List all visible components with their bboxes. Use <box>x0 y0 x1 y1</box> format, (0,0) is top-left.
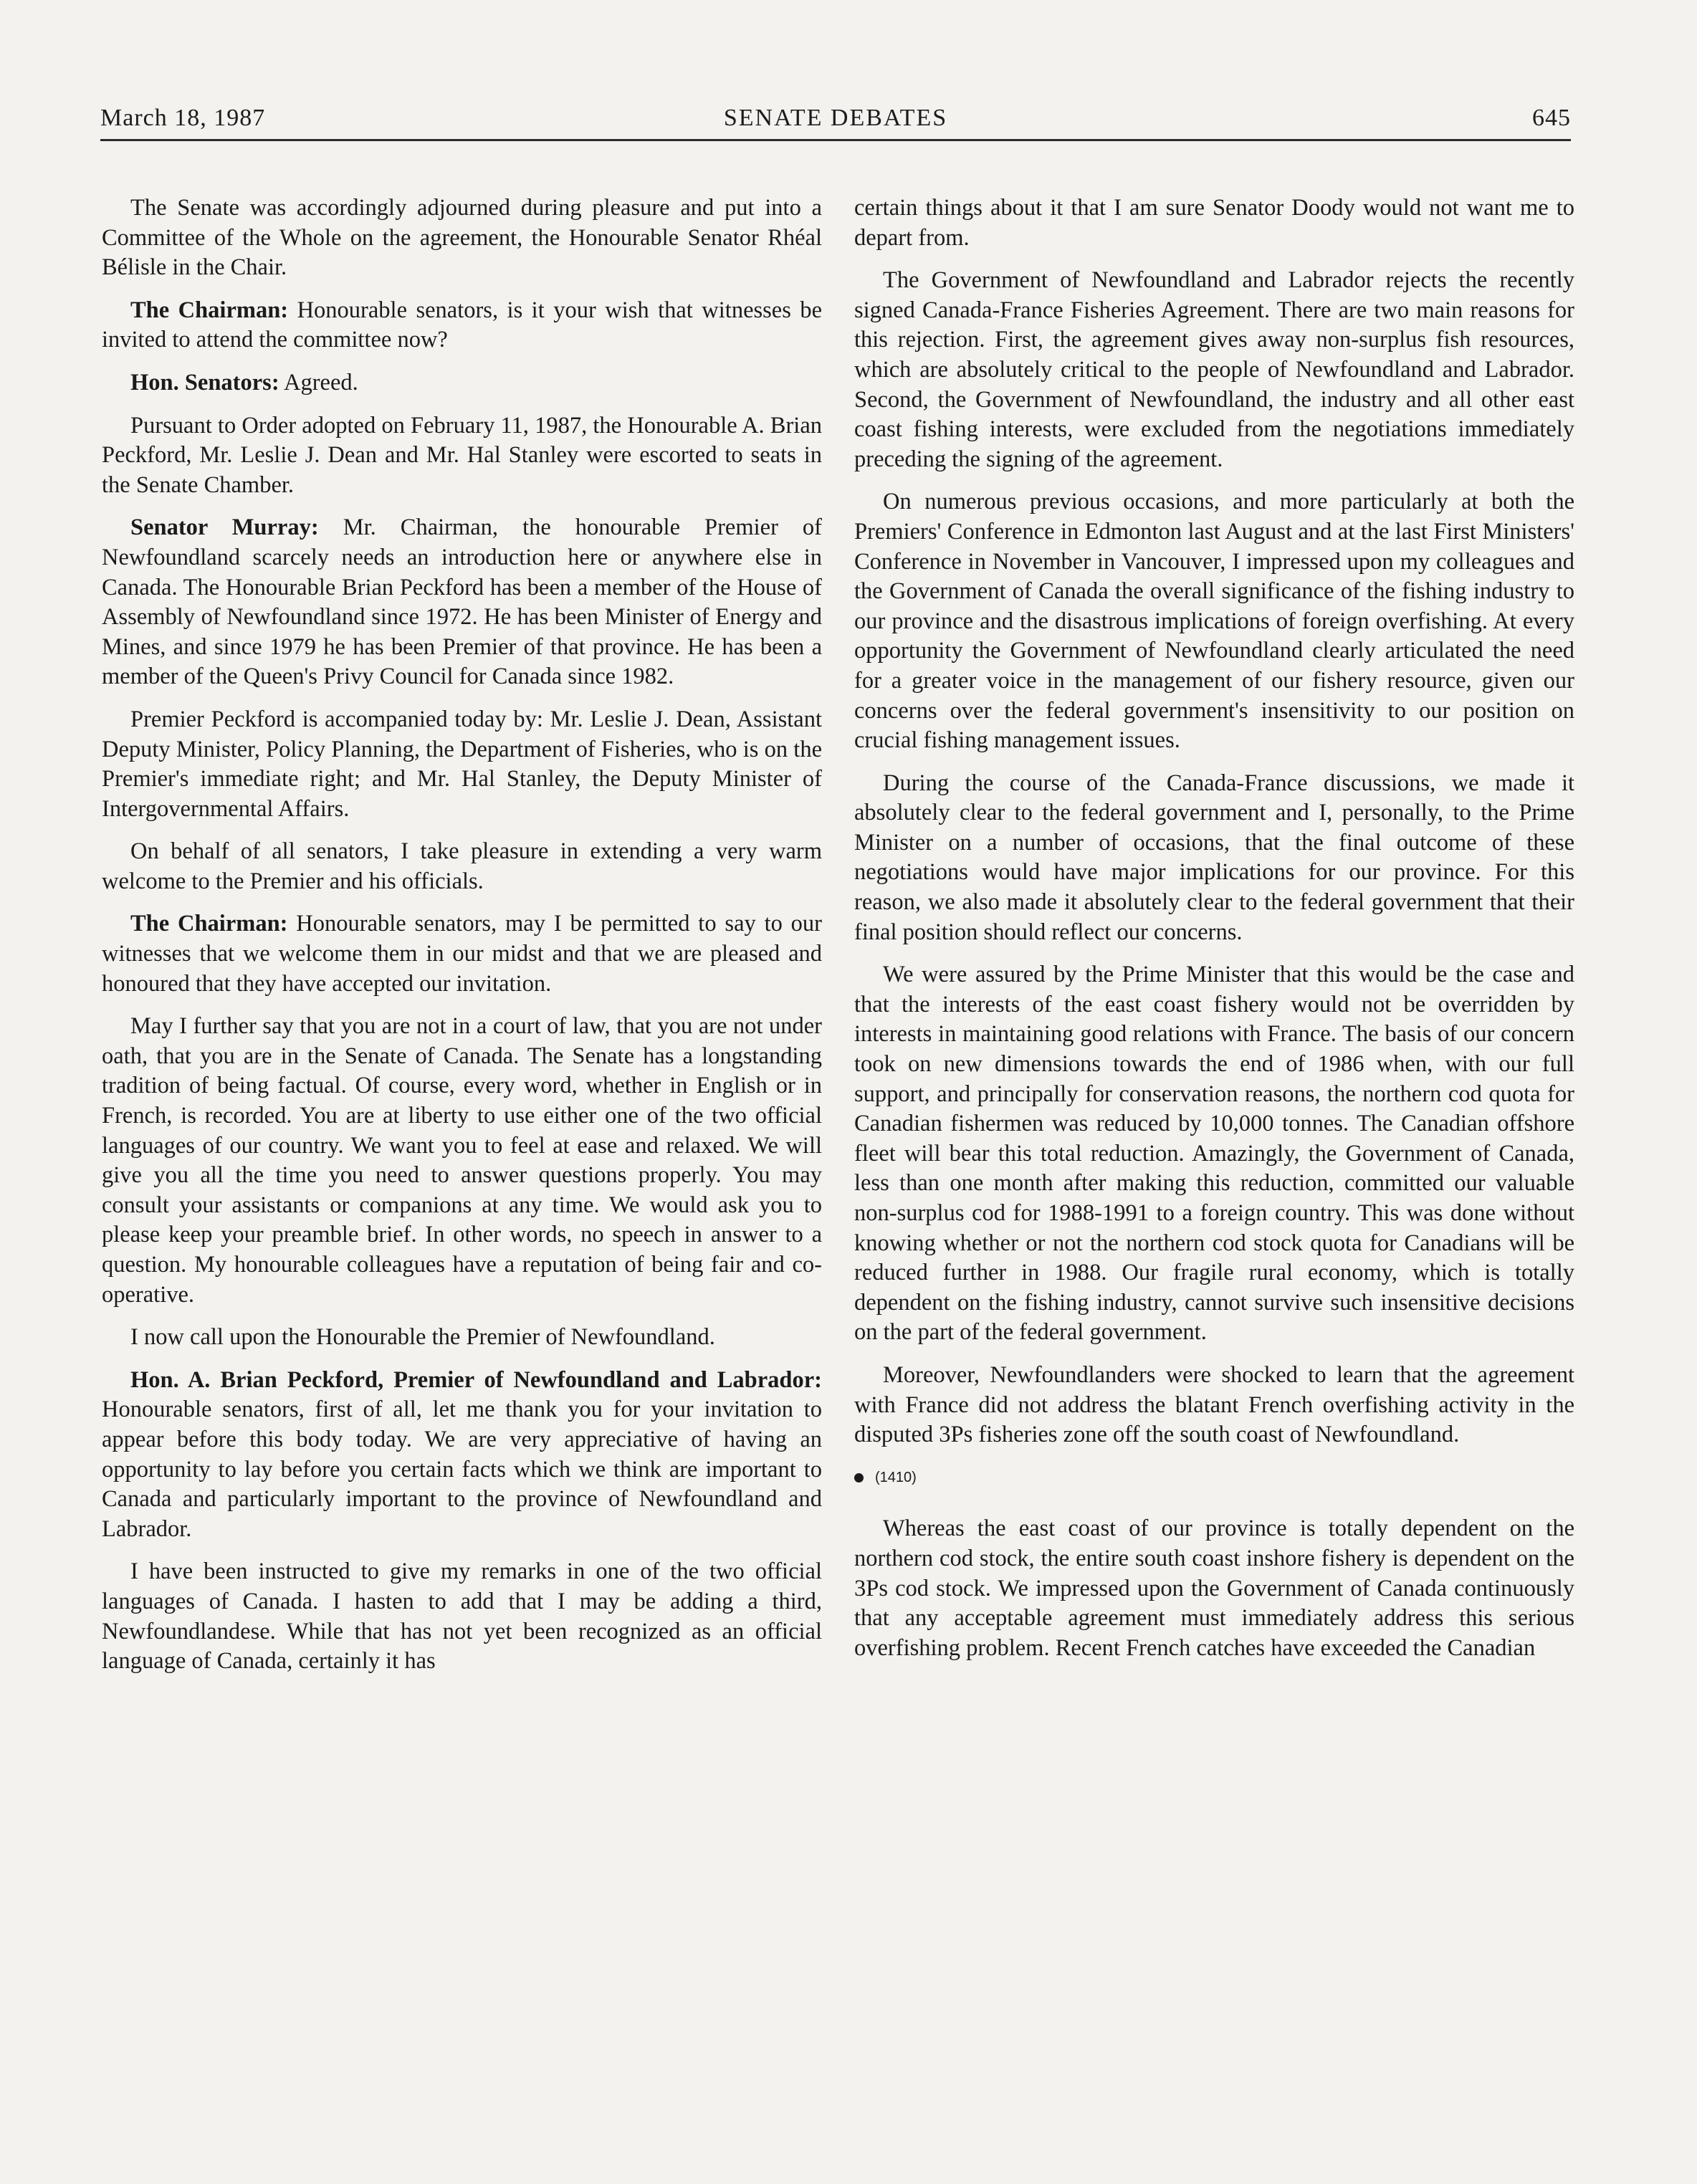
paragraph-text: On behalf of all senators, I take pleasure in extending a very warm welcome to the Premier and his officials. <box>102 838 822 894</box>
paragraph <box>102 1323 822 1353</box>
speaker-name: The Chairman: <box>130 911 288 937</box>
time-marker-label: (1410) <box>875 1469 917 1485</box>
speaker-name: Hon. A. Brian Peckford, Premier of Newfoundland and Labrador: <box>130 1366 822 1393</box>
paragraph-text: We were assured by the Prime Minister that this would be the case and that the interests of the east coast fishery would not be overridden by interests in maintaining good relations with France. The basis of our concern took on new dimensions towards the end of 1986 when, with our full support, and principally for conservation reasons, the northern cod quota for Canadian fishermen was reduced by 10,000 tonnes. The Canadian offshore fleet will bear this total reduction. Amazingly, the Government of Canada, less than one month after making this reduction, committed our valuable non-surplus cod for 1988-1991 to a foreign country. This was done without knowing whether or not the northern cod stock quota for Canadians will be reduced further in 1988. Our fragile rural economy, which is totally dependent on the fishing industry, cannot survive such insensitive decisions on the part of the federal government. <box>854 962 1574 1346</box>
paragraph-text: May I further say that you are not in a court of law, that you are not under oath, that you are in the Senate of Canada. The Senate has a longstanding tradition of being factual. Of course, every word, whether in English or in French, is recorded. You are at liberty to use either one of the two official languages of our country. We want you to feel at ease and relaxed. We will give you all the time you need to answer questions properly. You may consult your assistants or companions at any time. We would ask you to please keep your preamble brief. In other words, no speech in answer to a question. My honourable colleagues have a reputation of being fair and co-operative. <box>102 1013 822 1308</box>
paragraph <box>854 960 1574 1348</box>
paragraph-text: The Government of Newfoundland and Labrador rejects the recently signed Canada-France Fisheries Agreement. There are two main reasons for this rejection. First, the agreement gives away non-surplus fish resources, which are absolutely critical to the people of Newfoundland and Labrador. Second, the Government of Newfoundland, the industry and all other east coast fishing interests, were excluded from the negotiations immediately preceding the signing of the agreement. <box>854 267 1574 472</box>
paragraph <box>854 769 1574 948</box>
paragraph <box>102 1557 822 1676</box>
paragraph-text: The Senate was accordingly adjourned during pleasure and put into a Committee of the Whole on the agreement, the Honourable Senator Rhéal Bélisle in the Chair. <box>102 195 822 281</box>
paragraph-text: Honourable senators, may I be permitted to say to our witnesses that we welcome them in our midst and that we are pleased and honoured that they have accepted our invitation. <box>102 911 822 997</box>
paragraph <box>102 1012 822 1310</box>
paragraph-text: Honourable senators, is it your wish that witnesses be invited to attend the committee now? <box>102 297 822 353</box>
header-date: March 18, 1987 <box>100 105 266 131</box>
paragraph-text: Mr. Chairman, the honourable Premier of Newfoundland scarcely needs an introduction here or anywhere else in Canada. The Honourable Brian Peckford has been a member of the House of Assembly of Newfoundland since 1972. He has been Minister of Energy and Mines, and since 1979 he has been Premier of that province. He has been a member of the Queen's Privy Council for Canada since 1982. <box>102 514 822 690</box>
paragraph <box>854 487 1574 755</box>
paragraph <box>102 296 822 355</box>
speaker-name: Senator Murray: <box>130 514 319 541</box>
paragraph <box>854 1361 1574 1450</box>
paragraph <box>854 193 1574 253</box>
paragraph <box>102 193 822 283</box>
paragraph <box>102 909 822 999</box>
header-page-number: 645 <box>1532 105 1571 131</box>
paragraph <box>102 368 822 398</box>
bullet-icon <box>854 1473 864 1483</box>
paragraph <box>102 411 822 501</box>
paragraph-text: On numerous previous occasions, and more particularly at both the Premiers' Conference in Edmonton last August and at the last First Ministers' Conference in November in Vancouver, I impressed upon my colleagues and the Government of Canada the overall significance of the fishing industry to our province and the disastrous implications of foreign overfishing. At every opportunity the Government of Newfoundland clearly articulated the need for a greater voice in the management of our fishery resource, given our concerns over the federal government's insensitivity to our position on crucial fishing management issues. <box>854 489 1574 754</box>
speaker-name: Hon. Senators: <box>130 369 279 396</box>
paragraph-text: Premier Peckford is accompanied today by: Mr. Leslie J. Dean, Assistant Deputy Minister, Policy Planning, the Department of Fisheries, who is on the Premier's immediate right; and Mr. Hal Stanley, the Deputy Minister of Intergovernmental Affairs. <box>102 706 822 822</box>
paragraph <box>102 705 822 824</box>
page-header <box>100 105 1571 141</box>
header-title: SENATE DEBATES <box>723 105 948 131</box>
paragraph-text: Pursuant to Order adopted on February 11, 1987, the Honourable A. Brian Peckford, Mr. Leslie J. Dean and Mr. Hal Stanley were escorted to seats in the Senate Chamber. <box>102 412 822 498</box>
paragraph-text: Whereas the east coast of our province is totally dependent on the northern cod stock, the entire south coast inshore fishery is dependent on the 3Ps cod stock. We impressed upon the Government of Canada continuously that any acceptable agreement must immediately address this serious overfishing problem. Recent French catches have exceeded the Canadian <box>854 1515 1574 1661</box>
right-column <box>854 193 1574 1676</box>
paragraph <box>102 1366 822 1545</box>
paragraph <box>102 837 822 896</box>
paragraph-text: certain things about it that I am sure Senator Doody would not want me to depart from. <box>854 195 1574 251</box>
paragraph-text: I have been instructed to give my remarks in one of the two official languages of Canada. I hasten to add that I may be adding a third, Newfoundlandese. While that has not yet been recognized as an official language of Canada, certainly it has <box>102 1558 822 1675</box>
paragraph <box>102 513 822 692</box>
paragraph-text: I now call upon the Honourable the Premier of Newfoundland. <box>130 1324 715 1351</box>
time-marker <box>854 1463 1574 1493</box>
paragraph <box>854 1514 1574 1663</box>
speaker-name: The Chairman: <box>130 297 289 323</box>
paragraph-text: During the course of the Canada-France discussions, we made it absolutely clear to the federal government and I, personally, to the Prime Minister on a number of occasions, that the final outcome of these negotiations would have major implications for our province. For this reason, we also made it absolutely clear to the federal government that their final position should reflect our concerns. <box>854 770 1574 945</box>
paragraph-text: Moreover, Newfoundlanders were shocked to learn that the agreement with France did not address the blatant French overfishing activity in the disputed 3Ps fisheries zone off the south coast of Newfoundland. <box>854 1361 1574 1448</box>
paragraph <box>854 266 1574 474</box>
paragraph-text: Honourable senators, first of all, let me thank you for your invitation to appear before this body today. We are very appreciative of having an opportunity to lay before you certain facts which we think are important to Canada and particularly important to the province of Newfoundland and Labrador. <box>102 1397 822 1542</box>
left-column <box>102 193 822 1690</box>
paragraph-text: Agreed. <box>279 369 358 396</box>
